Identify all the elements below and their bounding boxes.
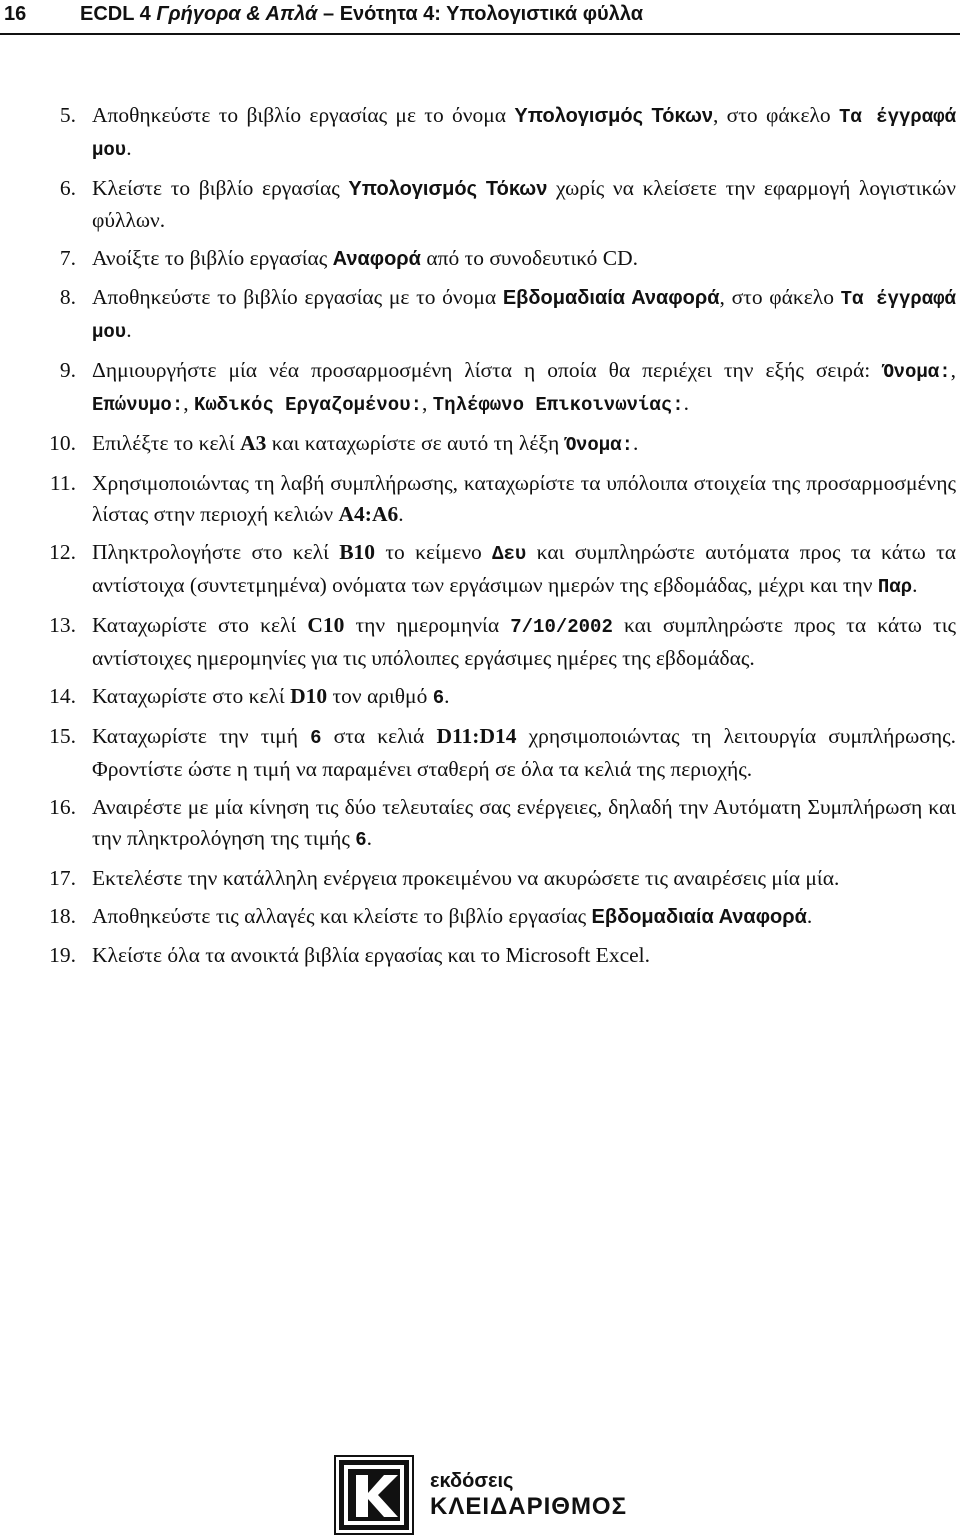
step-emphasis: Υπολογισμός Τόκων bbox=[348, 178, 548, 200]
step-text-run: Καταχωρίστε στο κελί bbox=[92, 684, 291, 708]
step-emphasis: Όνομα: bbox=[882, 361, 951, 383]
step-text bbox=[92, 681, 956, 714]
step-text bbox=[92, 792, 956, 856]
exercise-list-container bbox=[0, 100, 960, 978]
step-text bbox=[92, 721, 956, 785]
step-emphasis: Τηλέφωνο Επικοινωνίας: bbox=[432, 394, 684, 416]
step-number: 10. bbox=[49, 431, 76, 455]
exercise-step bbox=[0, 940, 960, 971]
step-emphasis: D11:D14 bbox=[436, 724, 517, 748]
step-text-run: , bbox=[422, 391, 433, 415]
step-text-run: και συμπληρώστε προς τα κάτω τις αντίστοιχες ημερομηνίες για τις υπόλοιπες εργάσιμες ημέρες της εβδομάδας. bbox=[92, 613, 956, 670]
step-emphasis: Κωδικός Εργαζομένου: bbox=[193, 394, 423, 416]
step-emphasis: 6 bbox=[310, 727, 322, 749]
step-number: 8. bbox=[59, 285, 76, 309]
step-number: 9. bbox=[59, 358, 76, 382]
exercise-step bbox=[0, 428, 960, 461]
step-emphasis: Αναφορά bbox=[332, 248, 421, 270]
step-text-run: , bbox=[183, 391, 194, 415]
step-number: 14. bbox=[49, 684, 76, 708]
step-number: 18. bbox=[49, 904, 76, 928]
step-text-run: Καταχωρίστε στο κελί bbox=[92, 613, 308, 637]
exercise-step bbox=[0, 173, 960, 236]
step-text bbox=[92, 100, 956, 166]
step-text-run: χωρίς να κλείσετε την εφαρμογή λογιστικών φύλλων. bbox=[92, 176, 956, 232]
step-text-run: Αποθηκεύστε τις αλλαγές και κλείστε το βιβλίο εργασίας bbox=[92, 904, 592, 928]
step-text-run: από το συνοδευτικό CD. bbox=[420, 246, 639, 270]
exercise-step bbox=[0, 243, 960, 275]
step-emphasis: Τα έγγραφά μου bbox=[92, 106, 956, 161]
exercise-step bbox=[0, 355, 960, 421]
step-number: 16. bbox=[49, 795, 76, 819]
exercise-step bbox=[0, 721, 960, 785]
step-number: 13. bbox=[49, 613, 76, 637]
running-title-italic: Γρήγορα & Απλά bbox=[156, 3, 318, 25]
publisher-name-line1: εκδόσεις bbox=[430, 1470, 514, 1492]
exercise-step bbox=[0, 282, 960, 348]
step-emphasis: B10 bbox=[339, 540, 376, 564]
step-text bbox=[92, 901, 956, 933]
step-emphasis: Υπολογισμός Τόκων bbox=[514, 105, 713, 127]
publisher-name bbox=[430, 1469, 627, 1521]
step-text-run: Δημιουργήστε μία νέα προσαρμοσμένη λίστα η οποία θα περιέχει την εξής σειρά: bbox=[92, 358, 883, 382]
step-text-run: . bbox=[126, 136, 132, 160]
step-number: 17. bbox=[49, 866, 76, 890]
exercise-step bbox=[0, 901, 960, 933]
step-text-run: . bbox=[633, 431, 639, 455]
exercise-step bbox=[0, 863, 960, 894]
step-text bbox=[92, 243, 956, 275]
step-text-run: . bbox=[912, 573, 918, 597]
step-text bbox=[92, 173, 956, 236]
exercise-step bbox=[0, 610, 960, 674]
step-emphasis: Όνομα: bbox=[564, 434, 633, 456]
exercise-step bbox=[0, 468, 960, 530]
step-number: 6. bbox=[59, 176, 76, 200]
step-number: 12. bbox=[49, 540, 76, 564]
step-text-run: , στο φάκελο bbox=[712, 103, 840, 127]
step-text-run: Αποθηκεύστε το βιβλίο εργασίας με το όνομα bbox=[92, 285, 503, 309]
exercise-step bbox=[0, 100, 960, 166]
step-text bbox=[92, 610, 956, 674]
step-number: 11. bbox=[49, 471, 76, 495]
step-text-run: και συμπληρώστε αυτόματα προς τα κάτω τα αντίστοιχα (συντετμημένα) ονόματα των εργάσιμων ημερών της εβδομάδας, μέχρι και την bbox=[92, 540, 956, 597]
step-text-run: Κλείστε το βιβλίο εργασίας bbox=[92, 176, 349, 200]
step-text-run: . bbox=[683, 391, 689, 415]
page-header bbox=[0, 0, 960, 36]
step-text-run: Επιλέξτε το κελί bbox=[92, 431, 241, 455]
step-text-run: Καταχωρίστε την τιμή bbox=[92, 724, 311, 748]
exercise-step bbox=[0, 681, 960, 714]
step-text-run: . bbox=[444, 684, 450, 708]
step-text-run: Αποθηκεύστε το βιβλίο εργασίας με το όνομα bbox=[92, 103, 515, 127]
step-emphasis: Εβδομαδιαία Αναφορά bbox=[502, 287, 720, 309]
exercise-step bbox=[0, 537, 960, 603]
step-text-run: Ανοίξτε το βιβλίο εργασίας bbox=[92, 246, 333, 270]
step-text-run: την ημερομηνία bbox=[344, 613, 511, 637]
step-text bbox=[92, 940, 956, 971]
step-emphasis: 6 bbox=[355, 829, 367, 851]
running-title-suffix: – Ενότητα 4: Υπολογιστικά φύλλα bbox=[317, 3, 643, 25]
running-title bbox=[80, 0, 643, 28]
exercise-step bbox=[0, 792, 960, 856]
step-emphasis: Επώνυμο: bbox=[92, 394, 184, 416]
step-text bbox=[92, 468, 956, 530]
step-text-run: Εκτελέστε την κατάλληλη ενέργεια προκειμένου να ακυρώσετε τις αναιρέσεις μία μία. bbox=[92, 866, 840, 890]
step-emphasis: Παρ bbox=[877, 576, 913, 598]
publisher-logo bbox=[334, 1455, 654, 1535]
step-text bbox=[92, 282, 956, 348]
step-text-run: . bbox=[126, 318, 132, 342]
step-emphasis: Εβδομαδιαία Αναφορά bbox=[591, 906, 807, 928]
step-text bbox=[92, 863, 956, 894]
step-text-run: το κείμενο bbox=[375, 540, 493, 564]
step-text-run: . bbox=[366, 826, 373, 850]
running-title-prefix: ECDL 4 bbox=[80, 3, 157, 25]
step-emphasis: A3 bbox=[240, 431, 267, 455]
step-emphasis: C10 bbox=[307, 613, 345, 637]
step-text bbox=[92, 537, 956, 603]
step-text bbox=[92, 355, 956, 421]
step-text-run: και καταχωρίστε σε αυτό τη λέξη bbox=[266, 431, 565, 455]
step-emphasis: D10 bbox=[290, 684, 328, 708]
step-text-run: Αναιρέστε με μία κίνηση τις δύο τελευταίες σας ενέργειες, δηλαδή την Αυτόματη Συμπλήρωση και την πληκτρολόγηση της τιμής bbox=[92, 795, 956, 850]
step-number: 5. bbox=[59, 103, 76, 127]
step-text-run: στα κελιά bbox=[321, 724, 437, 748]
step-text-run: . bbox=[398, 502, 404, 526]
step-text bbox=[92, 428, 956, 461]
step-number: 19. bbox=[49, 943, 76, 967]
step-emphasis: Τα έγγραφά μου bbox=[92, 288, 956, 343]
page-number: 16 bbox=[4, 3, 27, 25]
step-text-run: Πληκτρολογήστε στο κελί bbox=[92, 540, 340, 564]
step-text-run: , στο φάκελο bbox=[719, 285, 841, 309]
step-text-run: Κλείστε όλα τα ανοικτά βιβλία εργασίας και το Microsoft Excel. bbox=[92, 943, 651, 967]
step-text-run: τον αριθμό bbox=[327, 684, 433, 708]
step-text-run: Χρησιμοποιώντας τη λαβή συμπλήρωσης, καταχωρίστε τα υπόλοιπα στοιχεία της προσαρμοσμένης λίστας στην περιοχή κελιών bbox=[92, 471, 956, 526]
step-text-run: , bbox=[950, 358, 956, 382]
exercise-steps bbox=[0, 100, 960, 971]
step-text-run: χρησιμοποιώντας τη λειτουργία συμπλήρωσης. Φροντίστε ώστε η τιμή να παραμένει σταθερή σε όλα τα κελιά της περιοχής. bbox=[92, 724, 956, 781]
step-number: 15. bbox=[49, 724, 76, 748]
step-emphasis: Δευ bbox=[492, 543, 527, 565]
header-rule bbox=[0, 33, 960, 35]
keyhole-k-logo-icon bbox=[334, 1455, 414, 1535]
step-number: 7. bbox=[59, 246, 76, 270]
publisher-name-line2: ΚΛΕΙΔΑΡΙΘΜΟΣ bbox=[430, 1493, 628, 1520]
step-emphasis: 7/10/2002 bbox=[510, 616, 613, 638]
step-emphasis: 6 bbox=[432, 687, 445, 709]
step-text-run: . bbox=[806, 904, 813, 928]
step-emphasis: A4:A6 bbox=[338, 502, 399, 526]
